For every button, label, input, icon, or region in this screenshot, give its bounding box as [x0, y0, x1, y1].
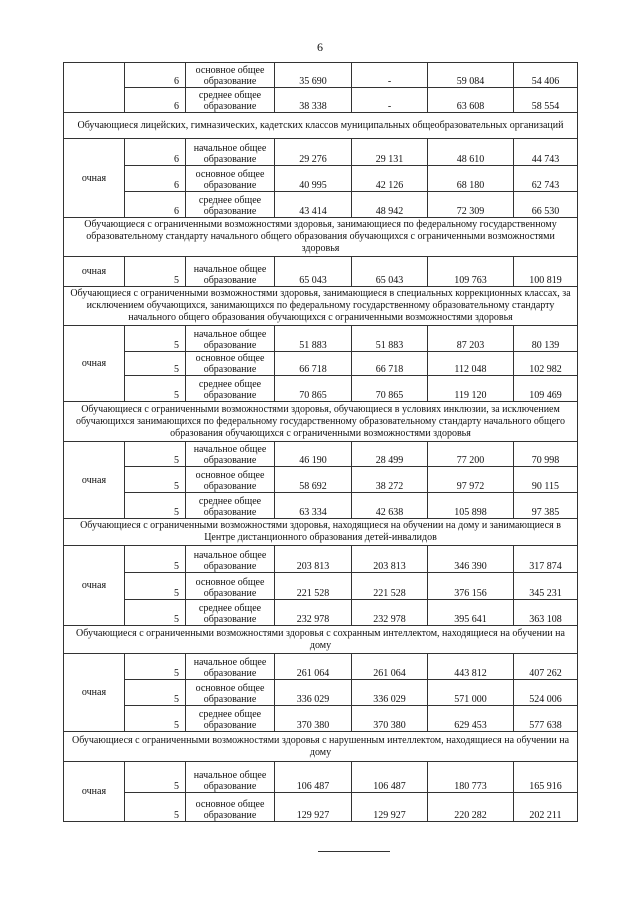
value-cell: 571 000	[428, 680, 514, 706]
program-cell: основное общее образование	[186, 467, 275, 493]
value-cell: 38 338	[275, 88, 352, 113]
term-cell: 5	[125, 467, 186, 493]
table-row	[64, 493, 578, 519]
program-cell: основное общее образование	[186, 680, 275, 706]
value-cell: 48 610	[428, 139, 514, 166]
value-cell: 220 282	[428, 793, 514, 822]
value-cell: 48 942	[352, 192, 428, 218]
term-cell: 5	[125, 326, 186, 352]
value-cell: 577 638	[514, 706, 578, 732]
value-cell: 70 865	[275, 376, 352, 402]
program-cell: основное общее образование	[186, 352, 275, 376]
value-cell: 106 487	[352, 762, 428, 793]
value-cell: 90 115	[514, 467, 578, 493]
value-cell: 129 927	[352, 793, 428, 822]
value-cell: 165 916	[514, 762, 578, 793]
value-cell: 102 982	[514, 352, 578, 376]
value-cell: 629 453	[428, 706, 514, 732]
value-cell: 261 064	[275, 654, 352, 680]
study-form-cell: очная	[64, 326, 125, 402]
study-form-cell	[64, 63, 125, 113]
section-header: Обучающиеся с ограниченными возможностями здоровья, занимающиеся по федеральному государственному образовательному стандарту начального общего образования обучающихся с ограниченными возможностями здоровья	[64, 218, 578, 257]
study-form-cell: очная	[64, 442, 125, 519]
term-cell: 5	[125, 600, 186, 626]
section-header-row	[64, 113, 578, 139]
section-header-row	[64, 732, 578, 762]
section-header: Обучающиеся с ограниченными возможностями здоровья, занимающиеся в специальных коррекционных классах, за исключением обучающихся, занимающихся по федеральному государственному образовательному стандарту начального общего образования обучающихся с ограниченными возможностями здоровья	[64, 287, 578, 326]
table-row	[64, 654, 578, 680]
page-number: 6	[317, 40, 323, 54]
table-row	[64, 762, 578, 793]
study-form-cell: очная	[64, 654, 125, 732]
value-cell: 345 231	[514, 573, 578, 600]
value-cell: 395 641	[428, 600, 514, 626]
value-cell: 38 272	[352, 467, 428, 493]
program-cell: начальное общее образование	[186, 654, 275, 680]
table-row	[64, 442, 578, 467]
value-cell: 97 385	[514, 493, 578, 519]
value-cell: 63 334	[275, 493, 352, 519]
value-cell: 68 180	[428, 166, 514, 192]
program-cell: начальное общее образование	[186, 326, 275, 352]
value-cell: 87 203	[428, 326, 514, 352]
value-cell: 35 690	[275, 63, 352, 88]
study-form-cell: очная	[64, 257, 125, 287]
value-cell: 51 883	[352, 326, 428, 352]
value-cell: 28 499	[352, 442, 428, 467]
value-cell: 376 156	[428, 573, 514, 600]
value-cell: 221 528	[275, 573, 352, 600]
term-cell: 6	[125, 88, 186, 113]
value-cell: 70 998	[514, 442, 578, 467]
value-cell: 119 120	[428, 376, 514, 402]
value-cell: 221 528	[352, 573, 428, 600]
value-cell: 42 126	[352, 166, 428, 192]
section-header-row	[64, 519, 578, 546]
value-cell: 29 131	[352, 139, 428, 166]
section-header-row	[64, 626, 578, 654]
value-cell: 65 043	[352, 257, 428, 287]
value-cell: 346 390	[428, 546, 514, 573]
term-cell: 5	[125, 706, 186, 732]
value-cell: 112 048	[428, 352, 514, 376]
value-cell: 66 530	[514, 192, 578, 218]
value-cell: 109 763	[428, 257, 514, 287]
value-cell: 58 692	[275, 467, 352, 493]
program-cell: основное общее образование	[186, 63, 275, 88]
value-cell: 77 200	[428, 442, 514, 467]
table-row	[64, 600, 578, 626]
value-cell: 51 883	[275, 326, 352, 352]
term-cell: 6	[125, 192, 186, 218]
table-row	[64, 88, 578, 113]
value-cell: 336 029	[275, 680, 352, 706]
program-cell: начальное общее образование	[186, 139, 275, 166]
table-row	[64, 376, 578, 402]
value-cell: 202 211	[514, 793, 578, 822]
value-cell: 232 978	[275, 600, 352, 626]
program-cell: основное общее образование	[186, 166, 275, 192]
value-cell: 42 638	[352, 493, 428, 519]
section-header-row	[64, 402, 578, 442]
term-cell: 6	[125, 139, 186, 166]
program-cell: среднее общее образование	[186, 192, 275, 218]
value-cell: 261 064	[352, 654, 428, 680]
table-row	[64, 192, 578, 218]
value-cell: 66 718	[275, 352, 352, 376]
table-row	[64, 63, 578, 88]
value-cell: 336 029	[352, 680, 428, 706]
value-cell: 407 262	[514, 654, 578, 680]
value-cell: 129 927	[275, 793, 352, 822]
value-cell: 443 812	[428, 654, 514, 680]
table-row	[64, 139, 578, 166]
value-cell: -	[352, 63, 428, 88]
section-header-row	[64, 287, 578, 326]
value-cell: 58 554	[514, 88, 578, 113]
value-cell: 370 380	[352, 706, 428, 732]
section-header: Обучающиеся лицейских, гимназических, кадетских классов муниципальных общеобразовательных организаций	[64, 113, 578, 139]
value-cell: 363 108	[514, 600, 578, 626]
value-cell: 62 743	[514, 166, 578, 192]
value-cell: 109 469	[514, 376, 578, 402]
value-cell: 43 414	[275, 192, 352, 218]
program-cell: среднее общее образование	[186, 376, 275, 402]
term-cell: 6	[125, 166, 186, 192]
program-cell: начальное общее образование	[186, 546, 275, 573]
table-row	[64, 326, 578, 352]
value-cell: 70 865	[352, 376, 428, 402]
program-cell: среднее общее образование	[186, 706, 275, 732]
term-cell: 5	[125, 573, 186, 600]
program-cell: основное общее образование	[186, 793, 275, 822]
program-cell: начальное общее образование	[186, 442, 275, 467]
funding-table	[63, 62, 578, 822]
program-cell: начальное общее образование	[186, 257, 275, 287]
study-form-cell: очная	[64, 546, 125, 626]
value-cell: 46 190	[275, 442, 352, 467]
value-cell: 66 718	[352, 352, 428, 376]
program-cell: среднее общее образование	[186, 493, 275, 519]
study-form-cell: очная	[64, 139, 125, 218]
table-row	[64, 546, 578, 573]
table-row	[64, 257, 578, 287]
section-header: Обучающиеся с ограниченными возможностями здоровья, находящиеся на обучении на дому и занимающиеся в Центре дистанционного образования детей-инвалидов	[64, 519, 578, 546]
value-cell: 370 380	[275, 706, 352, 732]
value-cell: 29 276	[275, 139, 352, 166]
term-cell: 5	[125, 546, 186, 573]
term-cell: 5	[125, 762, 186, 793]
value-cell: 44 743	[514, 139, 578, 166]
value-cell: 40 995	[275, 166, 352, 192]
value-cell: 524 006	[514, 680, 578, 706]
section-header-row	[64, 218, 578, 257]
value-cell: 232 978	[352, 600, 428, 626]
value-cell: 72 309	[428, 192, 514, 218]
value-cell: 203 813	[275, 546, 352, 573]
value-cell: 65 043	[275, 257, 352, 287]
section-header: Обучающиеся с ограниченными возможностями здоровья с нарушенным интеллектом, находящиеся на обучении на дому	[64, 732, 578, 762]
value-cell: 106 487	[275, 762, 352, 793]
term-cell: 5	[125, 793, 186, 822]
program-cell: среднее общее образование	[186, 600, 275, 626]
value-cell: 105 898	[428, 493, 514, 519]
program-cell: среднее общее образование	[186, 88, 275, 113]
table-row	[64, 706, 578, 732]
term-cell: 5	[125, 680, 186, 706]
term-cell: 5	[125, 654, 186, 680]
term-cell: 5	[125, 376, 186, 402]
value-cell: 63 608	[428, 88, 514, 113]
value-cell: 80 139	[514, 326, 578, 352]
study-form-cell: очная	[64, 762, 125, 822]
table-row	[64, 680, 578, 706]
value-cell: 97 972	[428, 467, 514, 493]
program-cell: основное общее образование	[186, 573, 275, 600]
value-cell: 317 874	[514, 546, 578, 573]
table-row	[64, 352, 578, 376]
term-cell: 6	[125, 63, 186, 88]
term-cell: 5	[125, 352, 186, 376]
section-header: Обучающиеся с ограниченными возможностями здоровья, обучающиеся в условиях инклюзии, за исключением обучающихся занимающихся по федеральному государственному образовательному стандарту начального общего образования обучающихся с ограниченными возможностями здоровья	[64, 402, 578, 442]
value-cell: 100 819	[514, 257, 578, 287]
term-cell: 5	[125, 493, 186, 519]
section-header: Обучающиеся с ограниченными возможностями здоровья с сохранным интеллектом, находящиеся на обучении на дому	[64, 626, 578, 654]
value-cell: 54 406	[514, 63, 578, 88]
footer-divider	[318, 851, 390, 852]
value-cell: 180 773	[428, 762, 514, 793]
value-cell: -	[352, 88, 428, 113]
table-row	[64, 166, 578, 192]
table-row	[64, 793, 578, 822]
table-row	[64, 467, 578, 493]
value-cell: 203 813	[352, 546, 428, 573]
value-cell: 59 084	[428, 63, 514, 88]
program-cell: начальное общее образование	[186, 762, 275, 793]
table-row	[64, 573, 578, 600]
term-cell: 5	[125, 257, 186, 287]
term-cell: 5	[125, 442, 186, 467]
